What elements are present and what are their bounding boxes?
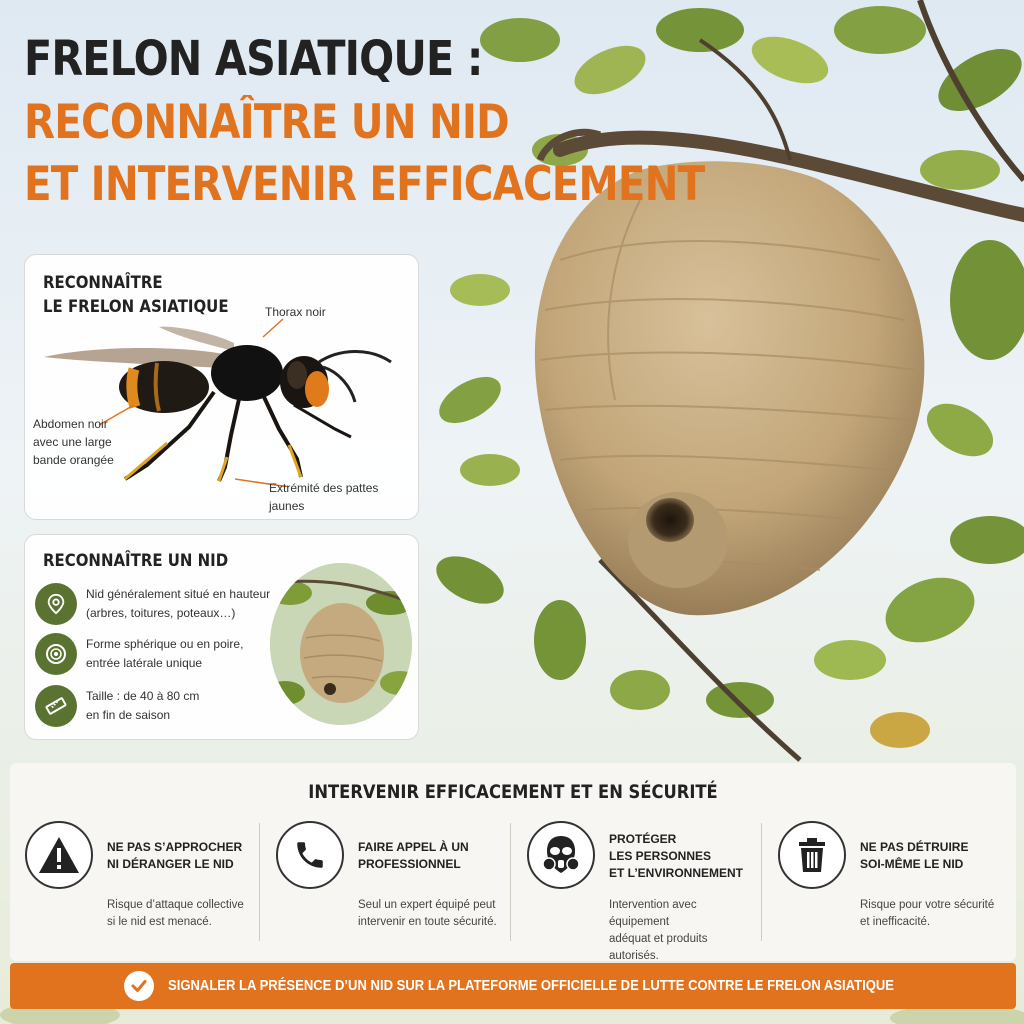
trash-icon: [778, 821, 846, 889]
check-circle-icon: [124, 971, 154, 1001]
divider: [510, 823, 511, 941]
callout-abdomen: Abdomen noir avec une large bande orangée: [33, 417, 114, 467]
hornet-card-title: RECONNAÎTRE LE FRELON ASIATIQUE: [43, 273, 229, 317]
divider: [761, 823, 762, 941]
action-panel-title: INTERVENIR EFFICACEMENT ET EN SÉCURITÉ: [308, 781, 718, 803]
action-do-not-approach: [10, 821, 255, 943]
nest-thumbnail-photo: [270, 563, 412, 725]
action-heading: NE PAS S’APPROCHER NI DÉRANGER LE NID: [107, 840, 243, 871]
report-nest-banner[interactable]: [10, 963, 1016, 1009]
action-heading: FAIRE APPEL À UN PROFESSIONNEL: [358, 840, 469, 871]
headline: [24, 26, 705, 216]
action-description: Risque d’attaque collective si le nid est menacé.: [107, 899, 244, 928]
nest-item-size: [35, 685, 285, 729]
nest-item-shape: [35, 633, 285, 677]
callout-thorax: Thorax noir: [265, 305, 326, 319]
report-nest-banner-text: SIGNALER LA PRÉSENCE D’UN NID SUR LA PLATEFORME OFFICIELLE DE LUTTE CONTRE LE FRELON ASIATIQUE: [168, 978, 894, 994]
location-pin-icon: [35, 583, 77, 625]
headline-line-3: ET INTERVENIR EFFICACEMENT: [24, 157, 705, 212]
action-panel: [10, 763, 1016, 961]
ruler-icon: [35, 685, 77, 727]
action-heading: PROTÉGER LES PERSONNES ET L’ENVIRONNEMENT: [609, 832, 744, 880]
action-description: Seul un expert équipé peut intervenir en toute sécurité.: [358, 899, 497, 928]
action-call-professional: [261, 821, 506, 943]
headline-line-1: FRELON ASIATIQUE :: [24, 31, 483, 87]
divider: [259, 823, 260, 941]
nest-item-text: Taille : de 40 à 80 cm en fin de saison: [86, 689, 200, 722]
nest-item-location: [35, 583, 285, 627]
action-do-not-destroy: [763, 821, 1008, 943]
nest-item-text: Nid généralement situé en hauteur (arbres, toitures, poteaux…): [86, 587, 271, 620]
phone-icon: [276, 821, 344, 889]
nest: [535, 161, 924, 615]
gas-mask-icon: [527, 821, 595, 889]
nest-item-text: Forme sphérique ou en poire, entrée latérale unique: [86, 637, 244, 670]
action-protect-people: [512, 821, 757, 962]
headline-line-2: RECONNAÎTRE UN NID: [24, 95, 509, 150]
action-description: Intervention avec équipement adéquat et produits autorisés.: [609, 899, 708, 962]
nest-identification-card: [24, 534, 419, 740]
nest-card-title: RECONNAÎTRE UN NID: [43, 551, 229, 571]
action-heading: NE PAS DÉTRUIRE SOI-MÊME LE NID: [860, 840, 969, 871]
callout-legs: Extrémité des pattes jaunes: [269, 481, 379, 513]
hornet-identification-card: [24, 254, 419, 520]
action-description: Risque pour votre sécurité et inefficacité.: [860, 899, 995, 928]
nest-shape-icon: [35, 633, 77, 675]
warning-icon: [25, 821, 93, 889]
